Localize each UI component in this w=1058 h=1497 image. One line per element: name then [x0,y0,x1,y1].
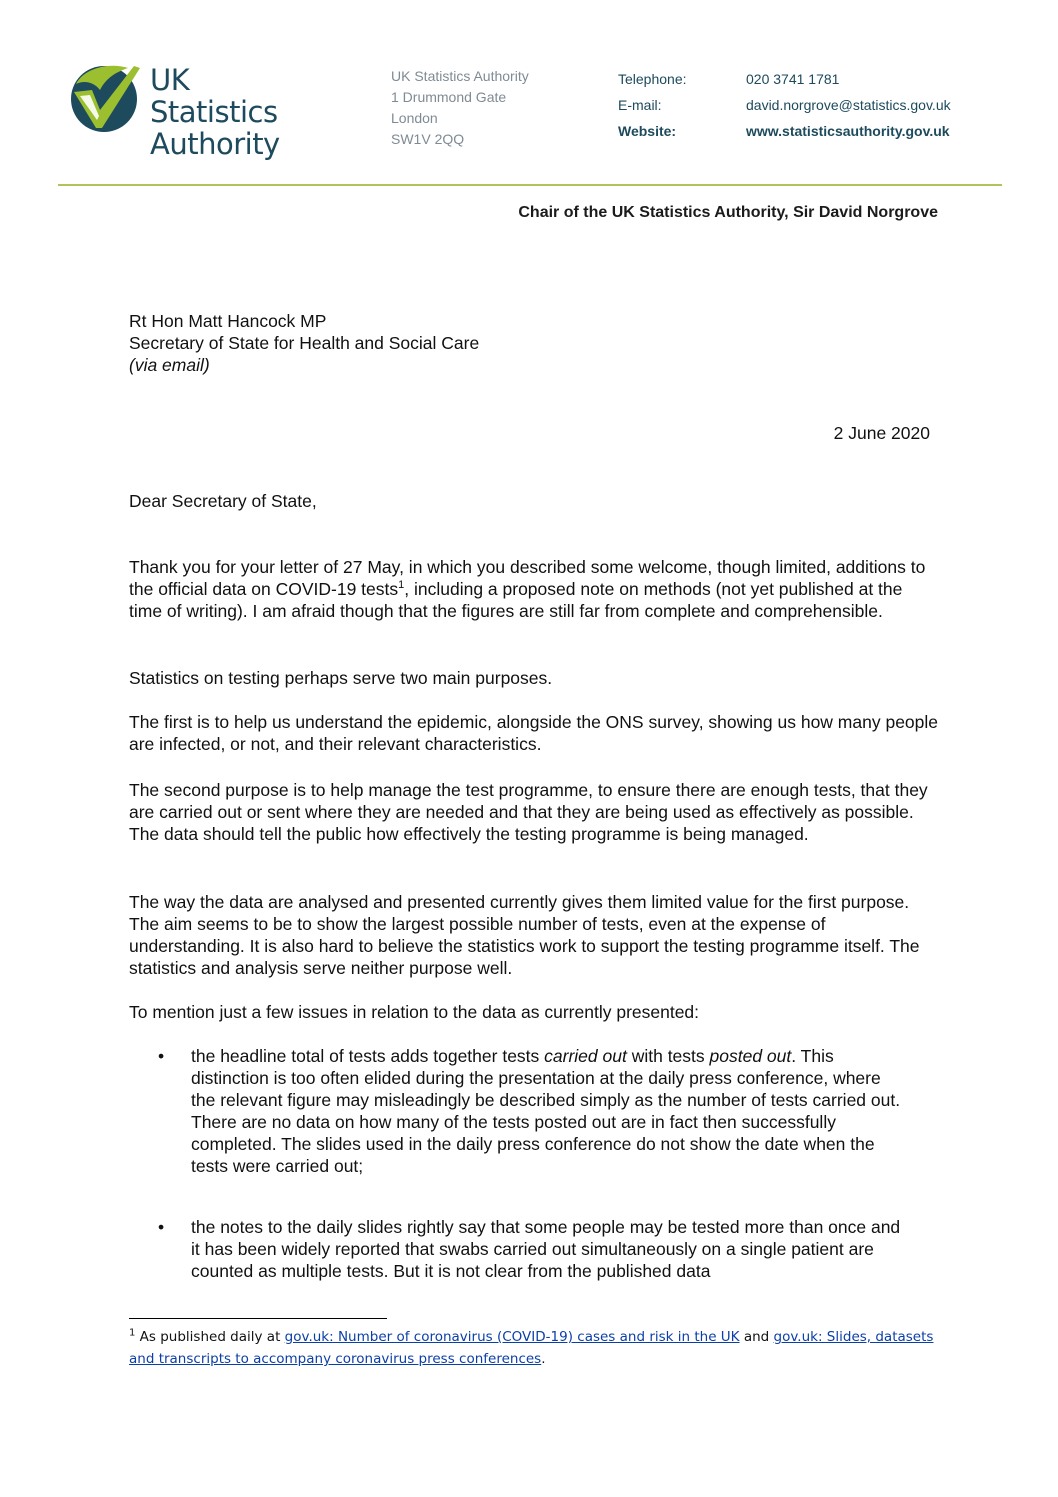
telephone-value: 020 3741 1781 [746,71,840,87]
paragraph-1-text-a: Thank you for your letter of 27 May, in which you described some welcome, though limited, additions to the official data on COVID-19 tests [129,557,926,599]
footnote [129,1326,949,1370]
bullet-marker: • [158,1217,165,1237]
bullet-1-emphasis-2: posted out [709,1046,792,1066]
logo-wordmark [150,64,320,160]
contact-labels [618,66,687,144]
recipient-name: Rt Hon Matt Hancock MP [129,311,327,331]
bullet-marker: • [158,1046,165,1066]
footnote-link-slides[interactable]: gov.uk: Slides, datasets and transcripts to accompany coronavirus press conferences [129,1329,934,1367]
footnote-reference: 1 [398,579,405,592]
address-line: London [391,110,438,126]
sender-address [391,66,529,150]
footnote-suffix: . [541,1351,546,1367]
paragraph-2: Statistics on testing perhaps serve two main purposes. [129,668,553,688]
paragraph-4: The second purpose is to help manage the test programme, to ensure there are enough tests, that they are carried out or sent where they are needed and that they are being used as effectively as possible. The data should tell the public how effectively the testing programme is being managed. [129,780,928,844]
recipient-delivery: (via email) [129,355,210,375]
bullet-text [191,1045,906,1177]
bullet-1-text-b: with tests [626,1046,710,1066]
recipient-block [129,310,939,376]
letter-date: 2 June 2020 [833,423,930,443]
logo-line-2: Authority [150,127,280,161]
footnote-middle: and [739,1329,774,1345]
bullet-1-text-a: the headline total of tests adds together tests [191,1046,545,1066]
website-label: Website: [618,123,677,139]
address-line: 1 Drummond Gate [391,89,507,105]
email-value[interactable]: david.norgrove@statistics.gov.uk [746,97,951,113]
paragraph-6: To mention just a few issues in relation to the data as currently presented: [129,1002,700,1022]
uk-statistics-authority-logo-icon [70,62,144,136]
paragraph-1 [129,556,939,622]
footnote-number: 1 [129,1327,136,1339]
footnote-divider [129,1318,387,1319]
bullet-text: the notes to the daily slides rightly say that some people may be tested more than once and it has been widely reported that swabs carried out simultaneously on a single patient are counted as multiple tests. But it is not clear from the published data [191,1217,901,1281]
footnote-prefix: As published daily at [135,1329,285,1345]
recipient-title: Secretary of State for Health and Social Care [129,333,480,353]
paragraph-3: The first is to help us understand the epidemic, alongside the ONS survey, showing us how many people are infected, or not, and their relevant characteristics. [129,712,939,754]
footnote-link-cases[interactable]: gov.uk: Number of coronavirus (COVID-19) cases and risk in the UK [284,1329,740,1345]
email-label: E-mail: [618,97,662,113]
contact-values [746,66,951,144]
chair-title: Chair of the UK Statistics Authority, Sir David Norgrove [518,204,938,221]
bullet-1-emphasis-1: carried out [544,1046,627,1066]
website-value[interactable]: www.statisticsauthority.gov.uk [746,123,950,139]
salutation: Dear Secretary of State, [129,491,317,511]
logo-line-1: UK Statistics [150,63,278,129]
bullet-1-text-c: . This distinction is too often elided during the presentation at the daily press conference, where the relevant figure may misleadingly be described simply as the number of tests carried out. There are no data on how many of the tests posted out are in fact then successfully completed. The slides used in the daily press conference do not show the date when the tests were carried out; [191,1046,901,1176]
address-line: UK Statistics Authority [391,68,529,84]
uk-statistics-authority-logo [70,62,320,161]
paragraph-1-text-b: , including a proposed note on methods (not yet published at the time of writing). I am afraid though that the figures are still far from complete and comprehensible. [129,579,903,621]
address-line: SW1V 2QQ [391,131,465,147]
paragraph-5: The way the data are analysed and presented currently gives them limited value for the first purpose. The aim seems to be to show the largest possible number of tests, even at the expense of understanding. It is also hard to believe the statistics work to support the testing programme itself. The statistics and analysis serve neither purpose well. [129,892,920,978]
header-divider [58,184,1002,186]
telephone-label: Telephone: [618,71,687,87]
